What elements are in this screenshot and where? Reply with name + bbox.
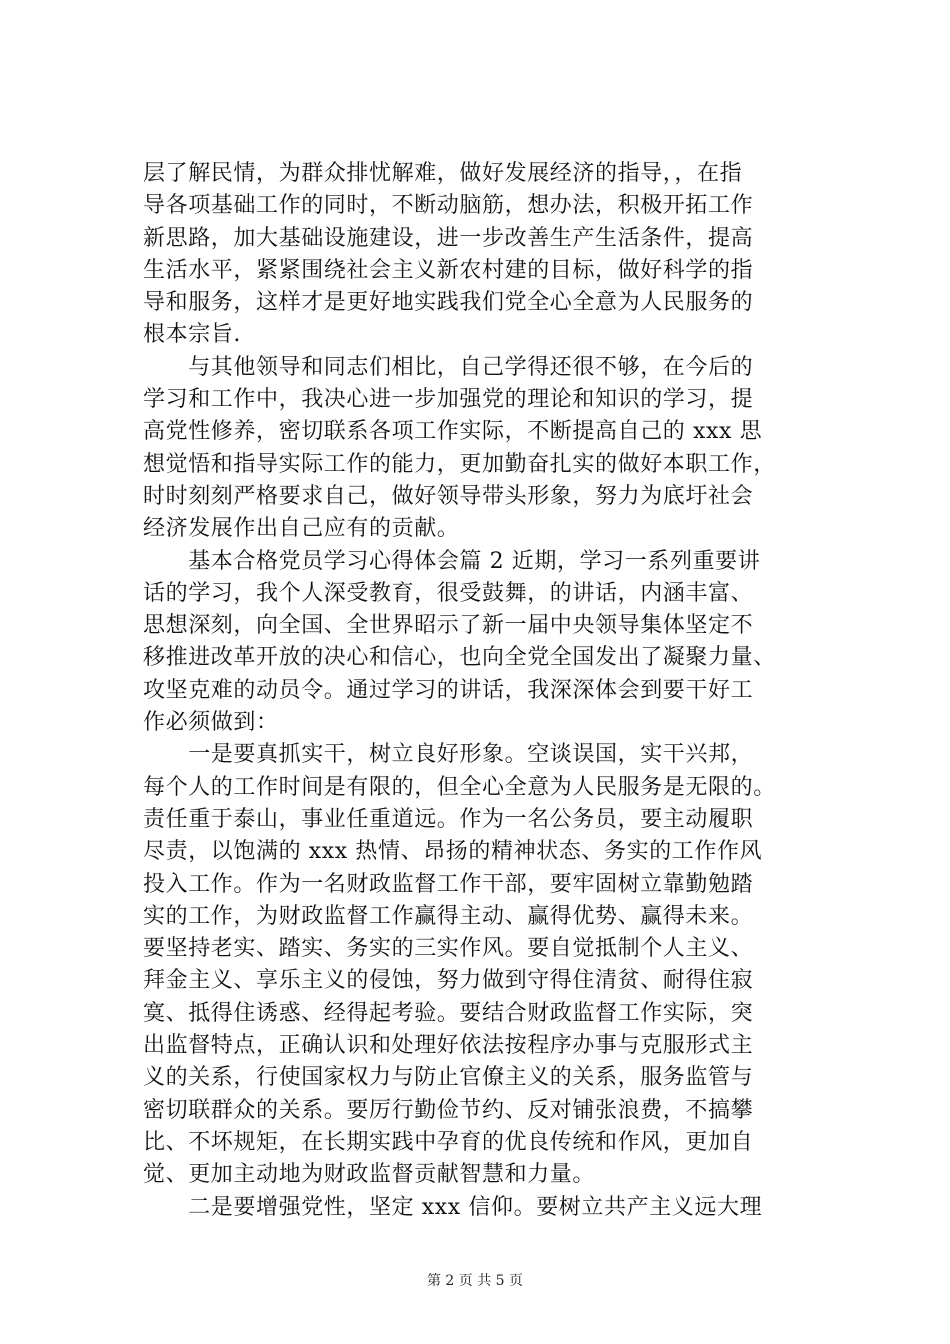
text-line: 基本合格党员学习心得体会篇 2 近期，学习一系列重要讲 [143, 548, 761, 574]
text-line: 比、不坏规矩，在长期实践中孕育的优良传统和作风，更加自 [143, 1129, 754, 1155]
text-line: 出监督特点，正确认识和处理好依法按程序办事与克服形式主 [143, 1033, 754, 1059]
text-line: 每个人的工作时间是有限的，但全心全意为人民服务是无限的。 [143, 774, 776, 800]
text-line: 责任重于泰山，事业任重道远。作为一名公务员，要主动履职 [143, 806, 754, 832]
text-line: 实的工作，为财政监督工作赢得主动、赢得优势、赢得未来。 [143, 903, 754, 929]
text-line: 攻坚克难的动员令。通过学习的讲话，我深深体会到要干好工 [143, 677, 754, 703]
text-line: 密切联群众的关系。要厉行勤俭节约、反对铺张浪费，不搞攀 [143, 1097, 754, 1123]
text-line: 生活水平，紧紧围绕社会主义新农村建的目标，做好科学的指 [143, 257, 754, 283]
text-line: 高党性修养，密切联系各项工作实际，不断提高自己的 xxx 思 [143, 419, 763, 445]
text-line: 学习和工作中，我决心进一步加强党的理论和知识的学习，提 [143, 387, 754, 413]
text-line: 导和服务，这样才是更好地实践我们党全心全意为人民服务的 [143, 290, 754, 316]
text-line: 移推进改革开放的决心和信心，也向全党全国发出了凝聚力量、 [143, 645, 776, 671]
text-line: 时时刻刻严格要求自己，做好领导带头形象，努力为底圩社会 [143, 483, 754, 509]
text-line: 经济发展作出自己应有的贡献。 [143, 516, 460, 542]
text-line: 一是要真抓实干，树立良好形象。空谈误国，实干兴邦， [143, 742, 754, 768]
text-line: 层了解民情，为群众排忧解难，做好发展经济的指导，，在指 [143, 161, 743, 186]
text-line: 二是要增强党性，坚定 xxx 信仰。要树立共产主义远大理 [143, 1194, 763, 1220]
text-line: 根本宗旨. [143, 322, 241, 348]
text-line: 拜金主义、享乐主义的侵蚀，努力做到守得住清贫、耐得住寂 [143, 968, 754, 994]
text-line: 尽责，以饱满的 xxx 热情、昂扬的精神状态、务实的工作作风 [143, 839, 763, 865]
text-line: 投入工作。作为一名财政监督工作干部，要牢固树立靠勤勉踏 [143, 871, 754, 897]
text-line: 寞、抵得住诱惑、经得起考验。要结合财政监督工作实际，突 [143, 1000, 754, 1026]
text-line: 觉、更加主动地为财政监督贡献智慧和力量。 [143, 1162, 596, 1188]
text-line: 作必须做到： [143, 710, 279, 736]
text-line: 思想深刻，向全国、全世界昭示了新一届中央领导集体坚定不 [143, 613, 754, 639]
text-line: 新思路，加大基础设施建设，进一步改善生产生活条件，提高 [143, 225, 754, 251]
text-line: 导各项基础工作的同时，不断动脑筋，想办法，积极开拓工作 [143, 193, 754, 219]
text-line: 要坚持老实、踏实、务实的三实作风。要自觉抵制个人主义、 [143, 936, 754, 962]
text-line: 话的学习，我个人深受教育，很受鼓舞，的讲话，内涵丰富、 [143, 580, 754, 606]
text-line: 义的关系，行使国家权力与防止官僚主义的关系，服务监管与 [143, 1065, 754, 1091]
document-body [143, 158, 833, 1224]
text-line: 想觉悟和指导实际工作的能力，更加勤奋扎实的做好本职工作， [143, 451, 776, 477]
text-line: 与其他领导和同志们相比，自己学得还很不够，在今后的 [143, 354, 754, 380]
page-footer: 第 2 页 共 5 页 [426, 1273, 524, 1289]
